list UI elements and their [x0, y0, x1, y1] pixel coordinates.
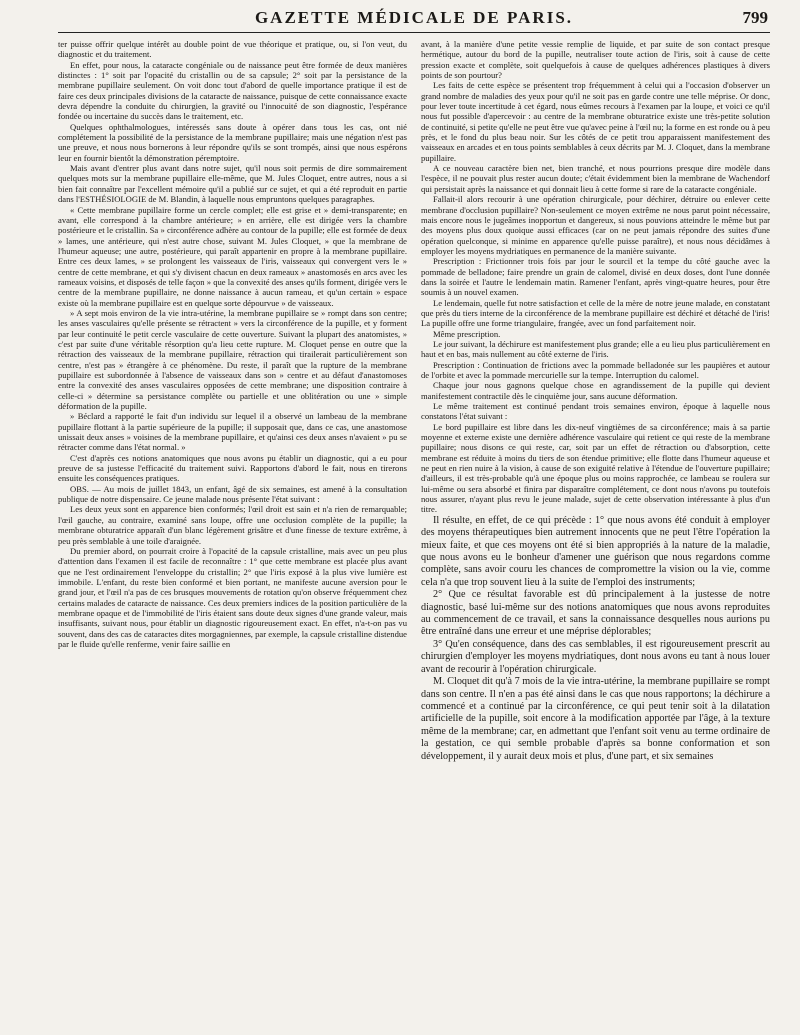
paragraph: Le lendemain, quelle fut notre satisfaction et celle de la mère de notre jeune malade, en constatant que près du tiers interne de la circonférence de la membrane pupillaire est déchiré et détaché de l'iris! La pupille offre une forme triangulaire, frangée, avec un fond parfaitement noir. [421, 297, 770, 329]
left-column [58, 39, 407, 1034]
conclusion-paragraph: 3° Qu'en conséquence, dans des cas semblables, il est rigoureusement prescrit au chirurgien d'employer les moyens mydriatiques, dont nous avons eu tant à nous louer avant de recourir à l'opération chirurgicale. [421, 638, 770, 675]
conclusion-paragraph: Il résulte, en effet, de ce qui précède : 1° que nous avons été conduit à employer des moyens thérapeutiques bien autrement innocents que ne peut l'être l'opération la mieux faite, et que ces moyens ont été si bien appropriés à la nature de la maladie, que nous avons eu le bonheur d'amener une guérison que nous regardons comme complète, sans avoir couru les chances de compromettre la vision ou la vie, comme cela n'a que trop souvent lieu à la suite de l'emploi des instruments; [421, 514, 770, 588]
page-header [58, 6, 770, 33]
paragraph: Chaque jour nous gagnons quelque chose en agrandissement de la pupille qui devient manifestement contractile dès le cinquième jour, sans aucune déformation. [421, 380, 770, 401]
paragraph: Le bord pupillaire est libre dans les dix-neuf vingtièmes de sa circonférence; mais à sa partie moyenne et externe existe une dernière adhérence vasculaire qui retient ce qui reste de la membrane pupillaire; nous disons ce qui reste, car, soit par un effet de rétraction ou d'absorption, cette membrane est réduite à moins du tiers de son étendue primitive; elle flotte dans l'humeur aqueuse et ne peut en rien nuire à la vision, à cause de son exiguité relative à l'étendue de l'ouverture pupillaire; d'ailleurs, il est très-probable qu'à une époque plus ou moins rapprochée, ce lambeau se roulera sur lui-même ou sera absorbé et finira par disparaître complétement, ce dont nous n'avons pu toutefois nous assurer, n'ayant plus revu le jeune malade, sujet de cette observation intéressante à plus d'un titre. [421, 421, 770, 515]
paragraph: Mais avant d'entrer plus avant dans notre sujet, qu'il nous soit permis de dire sommairement quelques mots sur la membrane pupillaire elle-même, que M. Jules Cloquet, entre autres, nous a si bien fait connaître par l'excellent mémoire qu'il a publié sur ce sujet, et qui a été reproduit en partie dans l'ESTHÉSIOLOGIE de M. Blandin, à laquelle nous empruntons quelques paragraphes. [58, 163, 407, 205]
paragraph: Même prescription. [433, 328, 501, 339]
quote-paragraph: « Cette membrane pupillaire forme un cercle complet; elle est grise et » demi-transparente; en avant, elle correspond à la chambre antérieure; » en arrière, elle est dirigée vers la chambre postérieure et le cristallin. Sa » circonférence adhère au contour de la pupille; elle est formée de deux » lames, une antérieure, qui n'est autre chose, suivant M. Jules Cloquet, » que la membrane de l'humeur aqueuse; une autre, postérieure, qui paraît appartenir en propre à la membrane pupillaire. Entre ces deux lames, » se prolongent les vaisseaux de l'iris, vaisseaux qui convergent vers le » centre de cette membrane, et qui s'y divisent chacun en deux rameaux » anastomosés en arcs avec les rameaux voisins, et disposés de telle façon » que la convexité des anses qu'ils forment, dirigée vers le centre de la membrane pupillaire, ne donne naissance à aucun rameau, et qu'un certain » espace existe où la membrane pupillaire est en quelque sorte dépourvue » de vaisseaux. [58, 204, 407, 308]
paragraph: Les faits de cette espèce se présentent trop fréquemment à celui qui a l'occasion d'observer un grand nombre de maladies des yeux pour qu'il ne soit pas en garde contre une telle méprise. Or donc, pour lever toute incertitude à cet égard, nous eûmes recours à l'examen par la loupe, et voici ce qu'il nous fut possible d'apercevoir : au centre de la membrane obturatrice existe une très-petite solution de continuité, si petite qu'elle ne peut être vue qu'avec peine à l'œil nu; la forme en est ronde ou à peu près, et le fond du plus beau noir. Sur les côtés de ce petit trou apparaissent manifestement des vaisseaux en arcades et en tous points semblables à ceux décrits par M. J. Cloquet, dans la membrane pupillaire. [421, 80, 770, 163]
quote-paragraph: » A sept mois environ de la vie intra-utérine, la membrane pupillaire se » rompt dans son centre; les anses vasculaires qu'elle présente se rétractent » vers la circonférence de la pupille, et y forment par leur continuité le petit cercle vasculaire de cette ouverture. Suivant la plupart des anatomistes, » c'est par suite d'une véritable résorption qu'a lieu cette rupture. M. Cloquet pense en outre que la rétraction des vaisseaux de la membrane pupillaire, rétraction qui tirailerait particulièrement son centre, n'est pas » étrangère à ce phénomène. Du reste, il paraît que la rupture de la membrane pupillaire est subordonnée à l'absence de vaisseaux dans son » centre et au défaut d'anastomoses entre la convexité des anses vasculaires opposées de cette membrane; une disposition contraire à celle-ci » détermine sa persistance complète ou partielle et une oblitération ou une » simple déformation de la pupille. [58, 307, 407, 412]
right-column [421, 39, 770, 1034]
journal-title: GAZETTE MÉDICALE DE PARIS. [254, 8, 574, 27]
paragraph: A ce nouveau caractère bien net, bien tranché, et nous pourrions presque dire modèle dans l'espèce, il ne pouvait plus rester aucun doute; c'était évidemment bien la membrane de Wachendorf qui persistait après la naissance et qui donnait lieu à cette forme si rare de la cataracte congéniale. [421, 163, 770, 194]
paragraph: avant, à la manière d'une petite vessie remplie de liquide, et par suite de son contact presque hermétique, autour du bord de la pupille, neutraliser toute action de l'iris, soit à cause de cette pression exacte et complète, soit quelquefois à cause de quelques adhérences plastiques à divers points de son pourtour? [421, 39, 770, 81]
paragraph: Le même traitement est continué pendant trois semaines environ, époque à laquelle nous constatons l'état suivant : [421, 401, 770, 422]
paragraph: Du premier abord, on pourrait croire à l'opacité de la capsule cristalline, mais avec un peu plus d'attention dans l'examen il est facile de reconnaître : 1° que cette membrane est placée plus avant que ne l'est ordinairement l'enveloppe du cristallin; 2° que l'iris exposé à la plus vive lumière est immobile. L'enfant, du reste bien conformé et bien portant, ne manifeste aucune aversion pour le grand jour, et l'œil n'a pas de ces brusques mouvements de rotation qu'on observe fréquemment chez certains malades de cataracte de naissance. Ces deux premiers indices de la position particulière de la membrane opaque et de l'immobilité de l'iris étaient sans doute deux signes d'une grande valeur, mais insuffisants, suivant nous, pour établir un diagnostic rigoureusement exact. En effet, n'a-t-on pas vu souvent, dans des cas de cataractes dites morgagniennes, par exemple, la capsule cristalline distendue par le fluide qu'elle renferme, venir faire saillie en [58, 545, 407, 649]
paragraph: Les deux yeux sont en apparence bien conformés; l'œil droit est sain et n'a rien de remarquable; l'œil gauche, au contraire, examiné sans loupe, offre une occlusion complète de la pupille; la membrane obturatrice apparaît d'un blanc légèrement grisâtre et d'une finesse de texture extrême, à peu près semblable à une toile d'araignée. [58, 504, 407, 546]
conclusion-paragraph: 2° Que ce résultat favorable est dû principalement à la justesse de notre diagnostic, basé lui-même sur des notions anatomiques que nous avons reproduites au commencement de ce travail, et sans la connaissance desquelles nous aurions pu être entraîné dans une erreur et une méprise déplorables; [421, 589, 770, 638]
article-columns [58, 39, 770, 1034]
quote-paragraph: » Béclard a rapporté le fait d'un individu sur lequel il a observé un lambeau de la membrane pupillaire flottant à la partie supérieure de la pupille; il supposait que, dans ce cas, une anastomose unissait deux anses » voisines de la membrane pupillaire, et qu'ainsi ces deux anses n'avaient » pu se rétracter comme dans l'état normal. » [58, 411, 407, 453]
paragraph: En effet, pour nous, la cataracte congéniale ou de naissance peut être formée de deux manières distinctes : 1° soit par l'opacité du cristallin ou de sa capsule; 2° soit par la persistance de la membrane pupillaire seulement. On voit donc tout d'abord de quelle importance pratique il est de faire ces deux principales divisions de la cataracte de naissance, puisque de cette connaissance exacte devra dépendre la conduite du chirurgien, la gravité ou l'innocuité de son diagnostic, l'espérance fondée ou incertaine du succès dans le traitement, etc. [58, 59, 407, 122]
prescription: Prescription : Frictionner trois fois par jour le sourcil et la tempe du côté gauche avec la pommade de belladone; faire prendre un grain de calomel, divisé en deux doses, dont l'une donnée dans la soirée et l'autre le lendemain matin. Ramener l'enfant, après vingt-quatre heures, pour être soumis à un nouvel examen. [421, 256, 770, 298]
page-number: 799 [742, 8, 768, 27]
paragraph: Fallait-il alors recourir à une opération chirurgicale, pour déchirer, détruire ou enlever cette membrane d'occlusion pupillaire? Non-seulement ce moyen extrême ne nous parut point nécessaire, mais encore nous le jugeâmes inopportun et dangereux, si nous pouvions atteindre le même but par des moyens plus doux quoique aussi efficaces (car on ne peut jamais répondre des suites d'une opération quelconque, si minime en apparence qu'elle puisse paraître), et nous nous décidâmes à employer les moyens mydriatiques en permanence de la manière suivante. [421, 194, 770, 256]
observation-heading: OBS. — Au mois de juillet 1843, un enfant, âgé de six semaines, est amené à la consultation publique de notre dispensaire. Ce jeune malade nous présente l'état suivant : [58, 483, 407, 505]
prescription: Prescription : Continuation de frictions avec la pommade belladonée sur les paupières et autour de l'orbite et avec la pommade mercurielle sur la tempe. Interruption du calomel. [421, 359, 770, 380]
conclusion-paragraph: M. Cloquet dit qu'à 7 mois de la vie intra-utérine, la membrane pupillaire se rompt dans son centre. Il n'en a pas été ainsi dans le cas que nous rapportons; la déchirure a commencé et a continué par la circonférence, ce qui peut tenir soit à la dilatation artificielle de la pupille, soit encore à la modification apportée par l'âge, à la texture même de la membrane; car, en admettant que l'enfant soit venu au terme ordinaire de la gestation, ce qui semble probable d'après sa bonne conformation et son développement, il y aurait deux mois et plus, d'une part, et six semaines [421, 676, 770, 762]
paragraph: Quelques ophthalmologues, intéressés sans doute à opérer dans tous les cas, ont nié complétement la possibilité de la persistance de la membrane pupillaire; mais une négation n'est pas une preuve, et nous nous bornerons à leur répondre qu'ils se sont trompés, ainsi que nous espérons leur en fournir bientôt la démonstration péremptoire. [58, 121, 407, 163]
paragraph: ter puisse offrir quelque intérêt au double point de vue théorique et pratique, ou, si l'on veut, du diagnostic et du traitement. [58, 39, 407, 60]
paragraph: Le jour suivant, la déchirure est manifestement plus grande; elle a eu lieu plus particulièrement en haut et en bas, mais nullement au côté externe de l'iris. [421, 338, 770, 360]
paragraph: C'est d'après ces notions anatomiques que nous avons pu établir un diagnostic, qui a eu pour preuve de sa justesse l'efficacité du traitement suivi. Rapportons d'abord le fait, nous en tirerons ensuite les conséquences pratiques. [58, 452, 407, 484]
